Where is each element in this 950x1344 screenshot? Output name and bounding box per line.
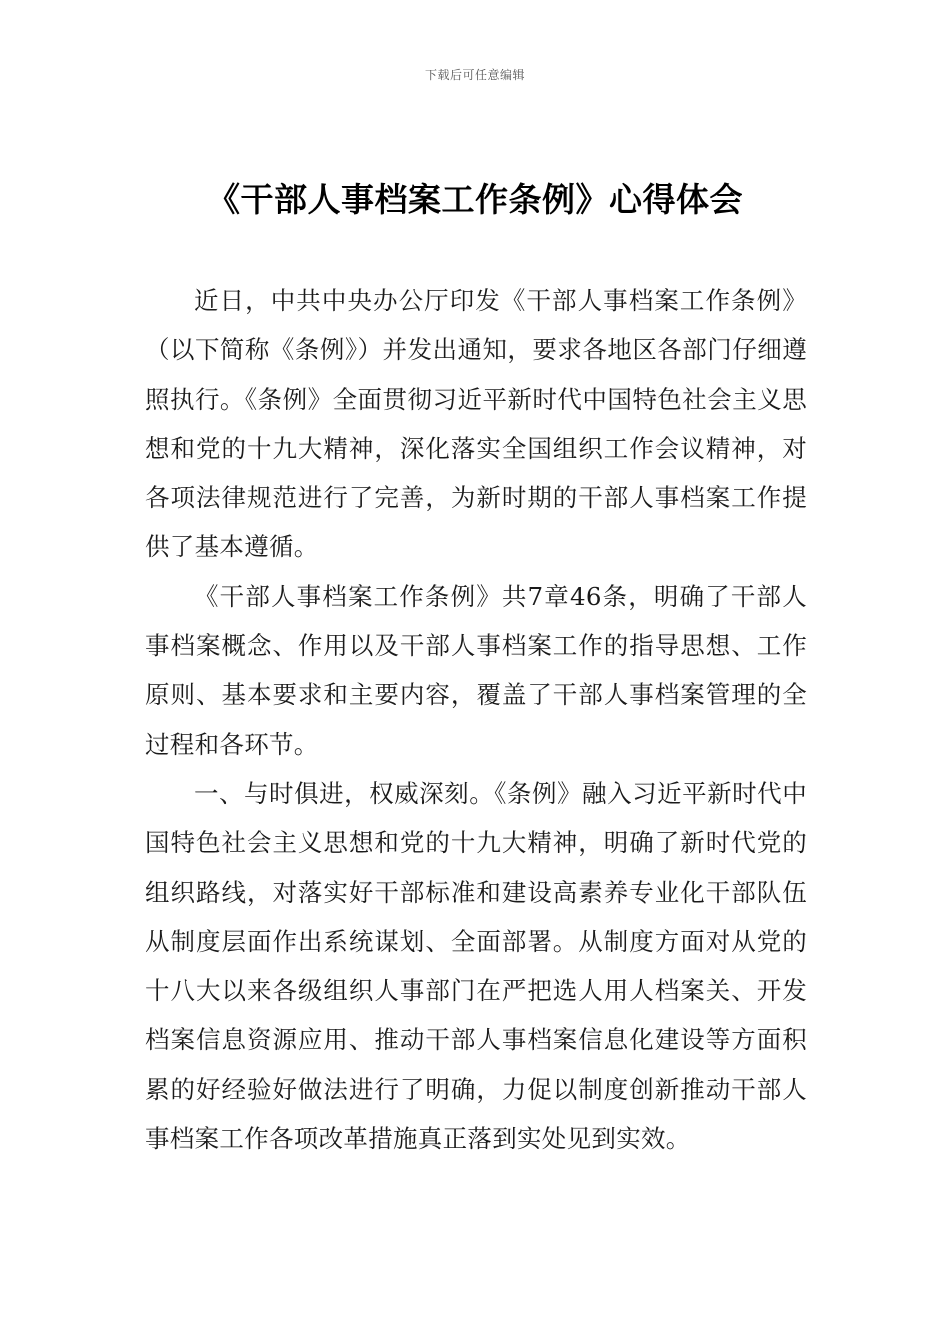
document-title: 《干部人事档案工作条例》心得体会 <box>207 180 743 219</box>
page-header-note: 下载后可任意编辑 <box>424 68 525 82</box>
paragraph-2: 《干部人事档案工作条例》共7章46条，明确了干部人事档案概念、作用以及干部人事档案工作的指导思想、工作原则、基本要求和主要内容，覆盖了干部人事档案管理的全过程和各环节。 <box>145 581 807 759</box>
paragraph-3: 一、与时俱进，权威深刻。《条例》融入习近平新时代中国特色社会主义思想和党的十九大精神，明确了新时代党的组织路线，对落实好干部标准和建设高素养专业化干部队伍从制度层面作出系统谋划、全面部署。从制度方面对从党的十八大以来各级组织人事部门在严把选人用人档案关、开发档案信息资源应用、推动干部人事档案信息化建设等方面积累的好经验好做法进行了明确，力促以制度创新推动干部人事档案工作各项改革措施真正落到实处见到实效。 <box>145 778 807 1154</box>
paragraph-1: 近日，中共中央办公厅印发《干部人事档案工作条例》（以下简称《条例》）并发出通知，要求各地区各部门仔细遵照执行。《条例》全面贯彻习近平新时代中国特色社会主义思想和党的十九大精神，深化落实全国组织工作会议精神，对各项法律规范进行了完善，为新时期的干部人事档案工作提供了基本遵循。 <box>145 286 807 562</box>
document-body <box>145 276 807 1163</box>
